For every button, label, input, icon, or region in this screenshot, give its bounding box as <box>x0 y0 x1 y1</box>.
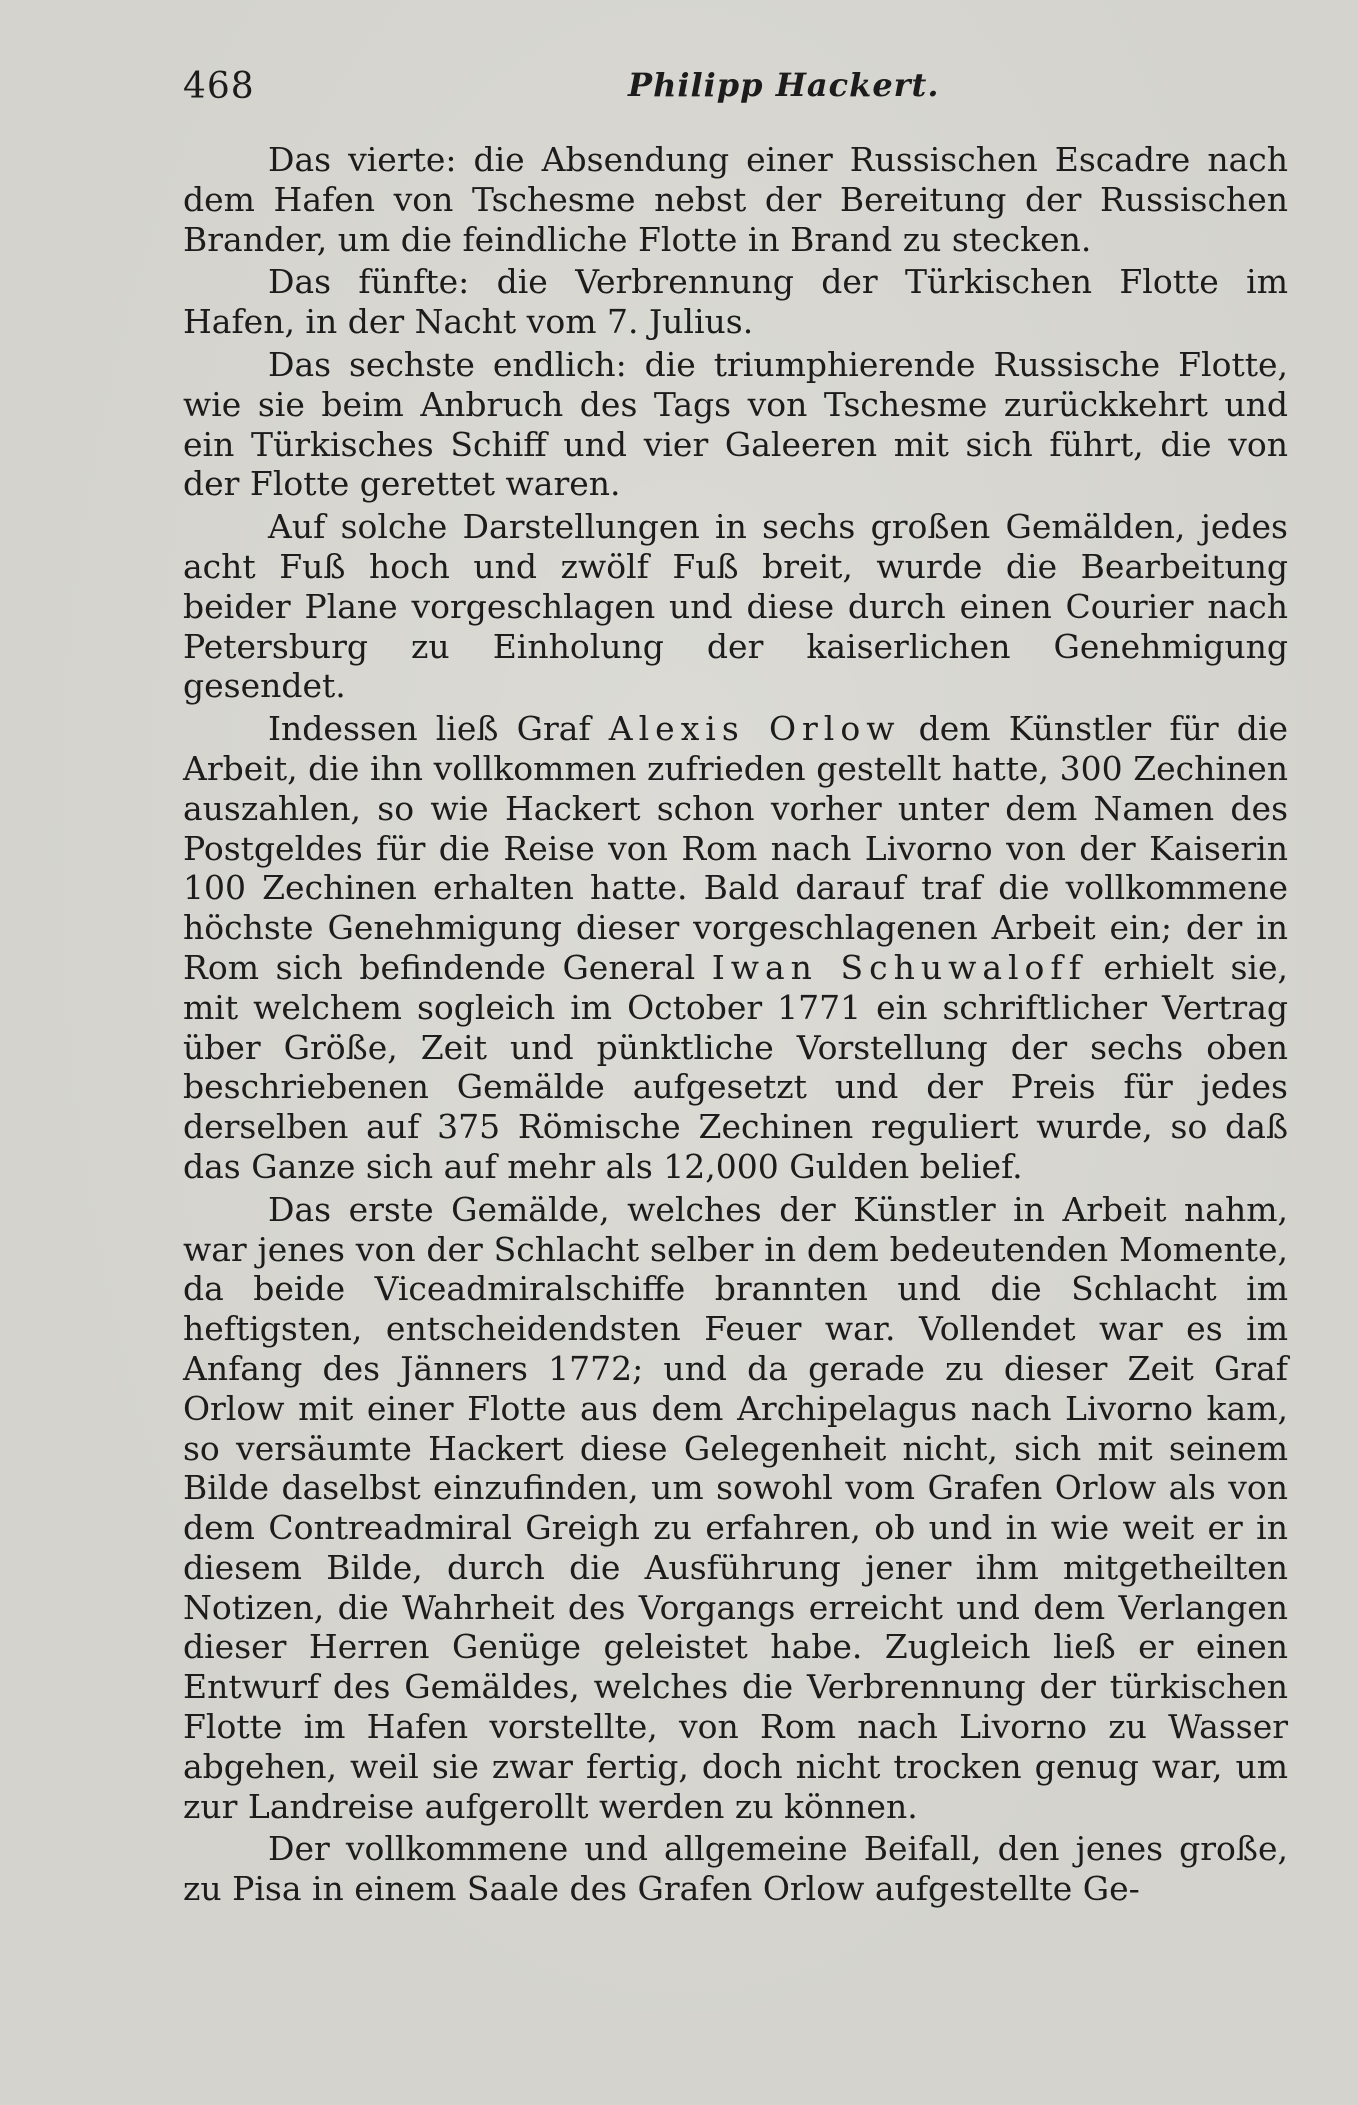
paragraph <box>183 262 1288 342</box>
running-head: Philipp Hackert. <box>628 66 940 104</box>
paragraph-text: Indessen ließ Graf <box>268 709 609 749</box>
paragraph-text: Das sechste endlich: die triumphierende Russische Flotte, wie sie beim Anbruch des Tags von Tschesme zurückkehrt und ein Türkisches Schiff und vier Galeeren mit sich führt, die von der Flotte gerettet waren. <box>183 344 1288 504</box>
spaced-name: Alexis Orlow <box>608 709 901 749</box>
paragraph-text: erhielt sie, mit welchem sogleich im October 1771 ein schriftlicher Vertrag über Größe, Zeit und pünktliche Vorstellung der sechs oben beschriebenen Gemälde aufgesetzt und der Preis für jedes derselben auf 375 Römische Zechinen reguliert wurde, so daß das Ganze sich auf mehr als 12,000 Gulden belief. <box>183 947 1288 1186</box>
paragraph <box>183 709 1288 1187</box>
spaced-name: Iwan Schuwaloff <box>711 947 1087 987</box>
paragraph-text: Der vollkommene und allgemeine Beifall, den jenes große, zu Pisa in einem Saale des Grafen Orlow aufgestellte Ge- <box>183 1829 1288 1909</box>
paragraph <box>183 345 1288 504</box>
paragraph <box>183 1829 1288 1909</box>
page-number: 468 <box>183 66 255 107</box>
page-header <box>183 66 1288 116</box>
paragraph <box>183 140 1288 259</box>
paragraph-text: Das fünfte: die Verbrennung der Türkischen Flotte im Hafen, in der Nacht vom 7. Julius. <box>183 262 1288 342</box>
paragraph-text: Auf solche Darstellungen in sechs großen Gemälden, jedes acht Fuß hoch und zwölf Fuß breit, wurde die Bearbeitung beider Plane vorgeschlagen und diese durch einen Courier nach Petersburg zu Einholung der kaiserlichen Genehmigung gesendet. <box>183 507 1288 706</box>
paragraph <box>183 1190 1288 1827</box>
paragraph-text: Das vierte: die Absendung einer Russischen Escadre nach dem Hafen von Tschesme nebst der Bereitung der Russischen Brander, um die feindliche Flotte in Brand zu stecken. <box>183 140 1288 259</box>
body-text <box>183 140 1288 1909</box>
paragraph-text: Das erste Gemälde, welches der Künstler in Arbeit nahm, war jenes von der Schlacht selber in dem bedeutenden Momente, da beide Viceadmiralschiffe brannten und die Schlacht im heftigsten, entscheidendsten Feuer war. Vollendet war es im Anfang des Jänners 1772; und da gerade zu dieser Zeit Graf Orlow mit einer Flotte aus dem Archipelagus nach Livorno kam, so versäumte Hackert diese Gelegenheit nicht, sich mit seinem Bilde daselbst einzufinden, um sowohl vom Grafen Orlow als von dem Contreadmiral Greigh zu erfahren, ob und in wie weit er in diesem Bilde, durch die Ausführung jener ihm mitgetheilten Notizen, die Wahrheit des Vorgangs erreicht und dem Verlangen dieser Herren Genüge geleistet habe. Zugleich ließ er einen Entwurf des Gemäldes, welches die Verbrennung der türkischen Flotte im Hafen vorstellte, von Rom nach Livorno zu Wasser abgehen, weil sie zwar fertig, doch nicht trocken genug war, um zur Landreise aufgerollt werden zu können. <box>183 1189 1288 1826</box>
paragraph <box>183 507 1288 706</box>
paragraph-text: dem Künstler für die Arbeit, die ihn vollkommen zufrieden gestellt hatte, 300 Zechinen auszahlen, so wie Hackert schon vorher unter dem Namen des Postgeldes für die Reise von Rom nach Livorno von der Kaiserin 100 Zechinen erhalten hatte. Bald darauf traf die vollkommene höchste Genehmigung dieser vorgeschlagenen Arbeit ein; der in Rom sich befindende General <box>183 709 1288 987</box>
